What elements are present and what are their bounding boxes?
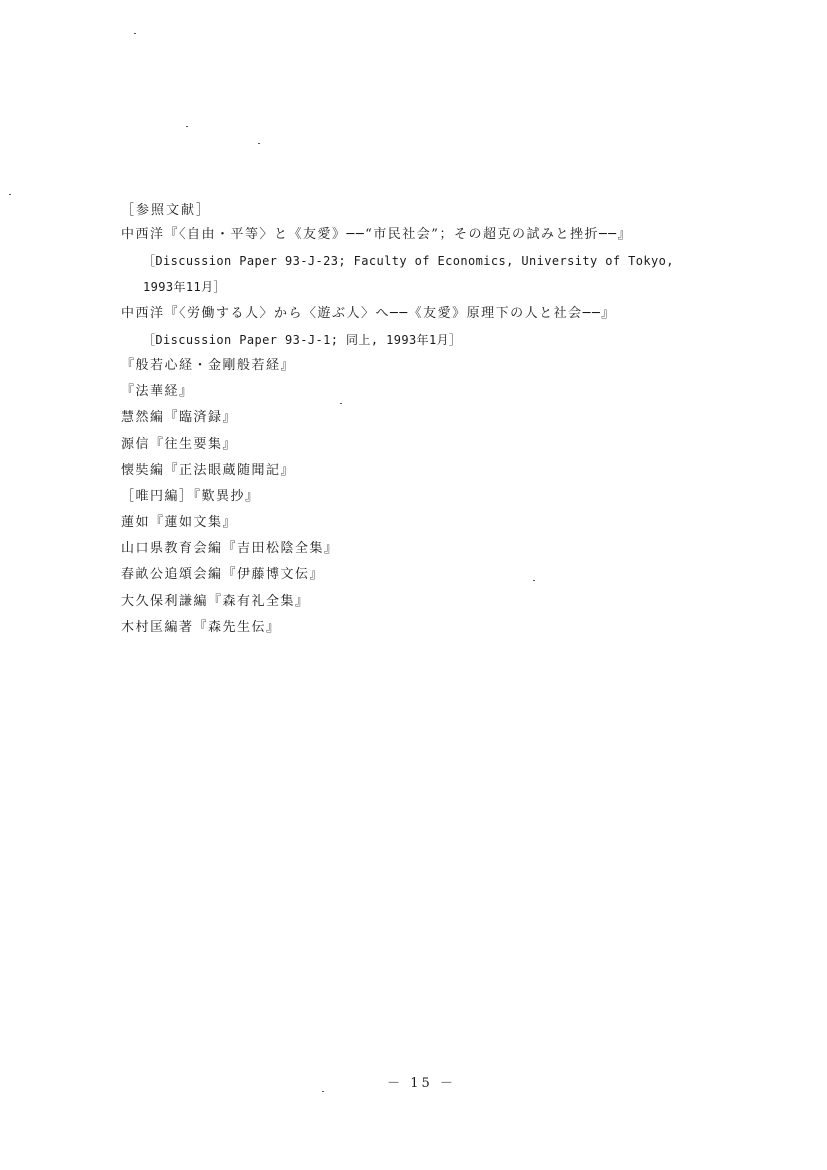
scan-speck [9, 194, 11, 195]
scan-speck [322, 1091, 324, 1092]
reference-entry: 懐奘編『正法眼蔵随聞記』 [121, 462, 296, 478]
reference-entry: 木村匡編著『森先生伝』 [121, 619, 281, 635]
reference-entry: 『般若心経・金剛般若経』 [121, 357, 296, 373]
reference-entry: 大久保利謙編『森有礼全集』 [121, 593, 310, 609]
references-heading: ［参照文献］ [121, 203, 212, 218]
reference-entry: 中西洋『〈労働する人〉から〈遊ぶ人〉へ──《友愛》原理下の人と社会──』 [121, 305, 616, 321]
reference-continuation-line: ［Discussion Paper 93-J-23; Faculty of Economics, University of Tokyo, [143, 254, 674, 269]
reference-continuation-line: ［Discussion Paper 93-J-1; 同上, 1993年1月］ [143, 332, 462, 347]
scan-speck [186, 126, 188, 127]
reference-entry: 中西洋『〈自由・平等〉と《友愛》──“市民社会”；その超克の試みと挫折──』 [121, 227, 633, 242]
reference-continuation-line: 1993年11月］ [143, 280, 226, 295]
scan-speck [134, 33, 136, 34]
reference-entry: 蓮如『蓮如文集』 [121, 515, 238, 531]
reference-list [121, 222, 761, 641]
reference-entry: 源信『往生要集』 [121, 436, 238, 452]
reference-entry: ［唯円編］『歎異抄』 [121, 488, 260, 504]
page-number: － 15 － [387, 1076, 456, 1091]
reference-entry: 春畝公追頌会編『伊藤博文伝』 [121, 567, 325, 583]
reference-entry: 慧然編『臨済録』 [121, 410, 238, 426]
scan-speck [258, 143, 260, 144]
reference-entry: 『法華経』 [121, 384, 194, 400]
reference-entry: 山口県教育会編『吉田松陰全集』 [121, 541, 339, 557]
